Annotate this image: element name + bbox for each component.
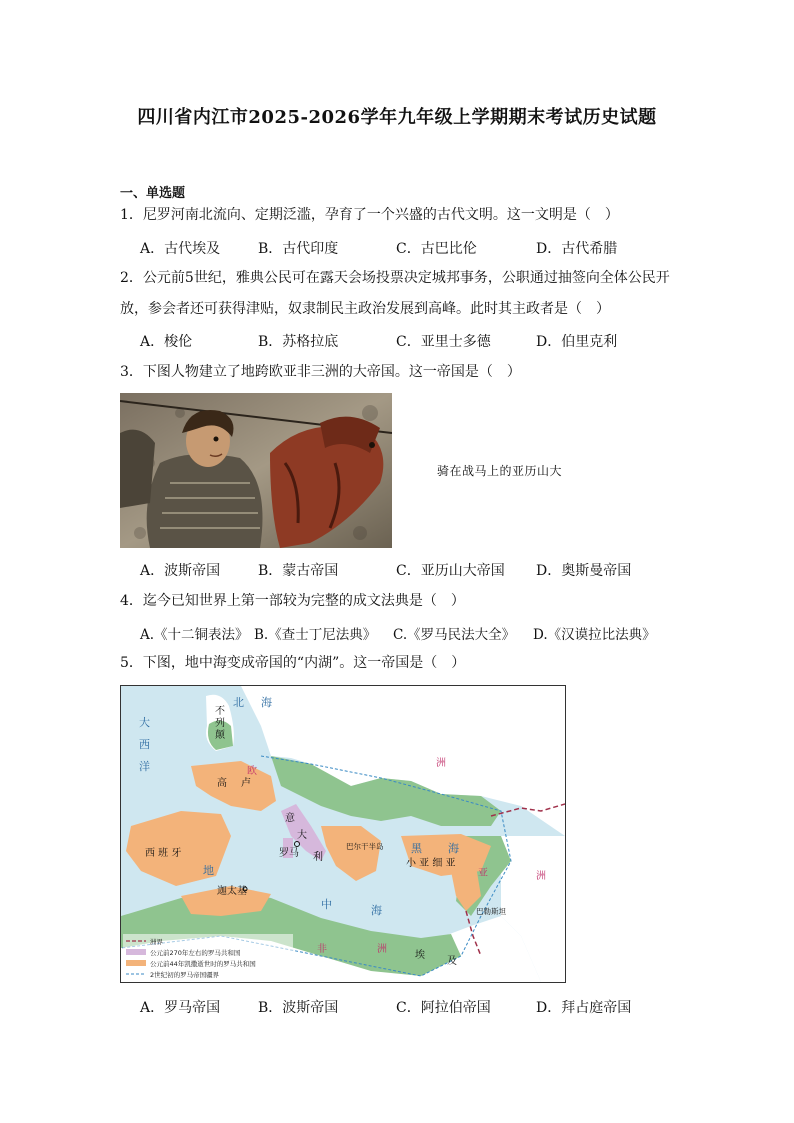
q4-option-c[interactable]: C.《罗马民法大全》 xyxy=(393,627,516,643)
q2-option-b[interactable]: B．苏格拉底 xyxy=(258,334,339,350)
q5-option-c[interactable]: C．阿拉伯帝国 xyxy=(396,1000,491,1016)
question-4: 4．迄今已知世界上第一部较为完整的成文法典是（ ） xyxy=(120,593,465,609)
q4-option-d[interactable]: D.《汉谟拉比法典》 xyxy=(533,627,656,643)
map-label-gaul1: 高 xyxy=(217,778,227,789)
section-heading: 一、单选题 xyxy=(120,186,186,201)
question-2-line1: 2．公元前5世纪，雅典公民可在露天会场投票决定城邦事务，公职通过抽签向全体公民开 xyxy=(120,270,670,286)
map-label-black-sea1: 黑 xyxy=(411,842,422,855)
map-label-europe1: 欧 xyxy=(247,766,257,777)
roman-empire-map xyxy=(120,685,566,983)
map-label-north-sea2: 海 xyxy=(261,696,272,709)
q5-option-b[interactable]: B．波斯帝国 xyxy=(258,1000,339,1016)
q1-option-c[interactable]: C．古巴比伦 xyxy=(396,241,477,257)
map-label-italy2: 大 xyxy=(297,830,307,841)
map-label-africa2: 洲 xyxy=(377,944,387,955)
q2-option-d[interactable]: D．伯里克利 xyxy=(536,334,618,350)
legend-republic-44bc: 公元前44年凯撒逝世时的罗马共和国 xyxy=(150,960,256,968)
question-2-line2: 放，参会者还可获得津贴，奴隶制民主政治发展到高峰。此时其主政者是（ ） xyxy=(120,301,610,317)
q2-option-a[interactable]: A．梭伦 xyxy=(140,334,193,350)
map-label-egypt2: 及 xyxy=(447,956,457,967)
map-label-britain3: 颠 xyxy=(215,730,225,741)
map-label-med1: 地 xyxy=(203,864,214,877)
q1-option-b[interactable]: B．古代印度 xyxy=(258,241,339,257)
q1-option-a[interactable]: A．古代埃及 xyxy=(140,241,221,257)
legend-empire-border: 2世纪初的罗马帝国疆界 xyxy=(150,971,220,979)
question-2-options xyxy=(140,331,700,351)
q4-option-a[interactable]: A.《十二铜表法》 xyxy=(140,627,249,643)
map-label-asia1: 亚 xyxy=(478,868,488,879)
question-3: 3．下图人物建立了地跨欧亚非三洲的大帝国。这一帝国是（ ） xyxy=(120,364,521,380)
question-1-options xyxy=(140,238,700,258)
legend-early-republic: 公元前270年左右的罗马共和国 xyxy=(150,949,241,957)
q3-option-d[interactable]: D．奥斯曼帝国 xyxy=(536,563,632,579)
q5-option-a[interactable]: A．罗马帝国 xyxy=(140,1000,221,1016)
map-label-black-sea2: 海 xyxy=(448,842,459,855)
map-label-gaul2: 卢 xyxy=(241,778,251,789)
q5-option-d[interactable]: D．拜占庭帝国 xyxy=(536,1000,632,1016)
alexander-mosaic-image xyxy=(120,393,392,548)
map-label-britain2: 列 xyxy=(215,718,225,729)
map-label-atlantic3: 洋 xyxy=(139,760,150,773)
map-label-africa1: 非 xyxy=(317,944,327,955)
q3-option-c[interactable]: C．亚历山大帝国 xyxy=(396,563,505,579)
map-label-med3: 海 xyxy=(371,904,382,917)
question-4-options xyxy=(140,623,700,643)
question-5-options xyxy=(140,997,700,1017)
map-label-carthage: 迦太基 xyxy=(217,886,247,897)
map-label-egypt1: 埃 xyxy=(415,950,425,961)
map-label-balkan: 巴尔干半岛 xyxy=(346,842,384,851)
map-label-atlantic2: 西 xyxy=(139,738,150,751)
q3-option-b[interactable]: B．蒙古帝国 xyxy=(258,563,339,579)
q1-option-d[interactable]: D．古代希腊 xyxy=(536,241,618,257)
map-label-britain1: 不 xyxy=(215,706,225,717)
map-label-rome: 罗马 xyxy=(279,848,299,859)
map-legend xyxy=(123,934,293,980)
map-label-asia2: 洲 xyxy=(536,871,546,882)
map-label-spain: 西 班 牙 xyxy=(145,848,182,859)
map-label-north-sea1: 北 xyxy=(233,696,244,709)
question-1: 1．尼罗河南北流向、定期泛滥，孕育了一个兴盛的古代文明。这一文明是（ ） xyxy=(120,207,619,223)
map-label-italy3: 利 xyxy=(313,852,323,863)
map-label-asia-minor: 小 亚 细 亚 xyxy=(406,858,456,869)
map-label-med2: 中 xyxy=(321,898,332,911)
question-5: 5．下图，地中海变成帝国的“内湖”。这一帝国是（ ） xyxy=(120,655,466,671)
question-3-options xyxy=(140,560,700,580)
map-label-italy1: 意 xyxy=(285,813,295,824)
map-label-palestine: 巴勒斯坦 xyxy=(476,907,506,916)
map-label-europe2: 洲 xyxy=(436,758,446,769)
image-caption: 骑在战马上的亚历山大 xyxy=(437,464,563,478)
map-label-atlantic1: 大 xyxy=(139,716,150,729)
page-title: 四川省内江市2025-2026学年九年级上学期期末考试历史试题 xyxy=(137,107,657,128)
q3-option-a[interactable]: A．波斯帝国 xyxy=(140,563,221,579)
legend-continent-border: 洲界 xyxy=(150,938,163,946)
q2-option-c[interactable]: C．亚里士多德 xyxy=(396,334,491,350)
q4-option-b[interactable]: B.《查士丁尼法典》 xyxy=(254,627,377,643)
